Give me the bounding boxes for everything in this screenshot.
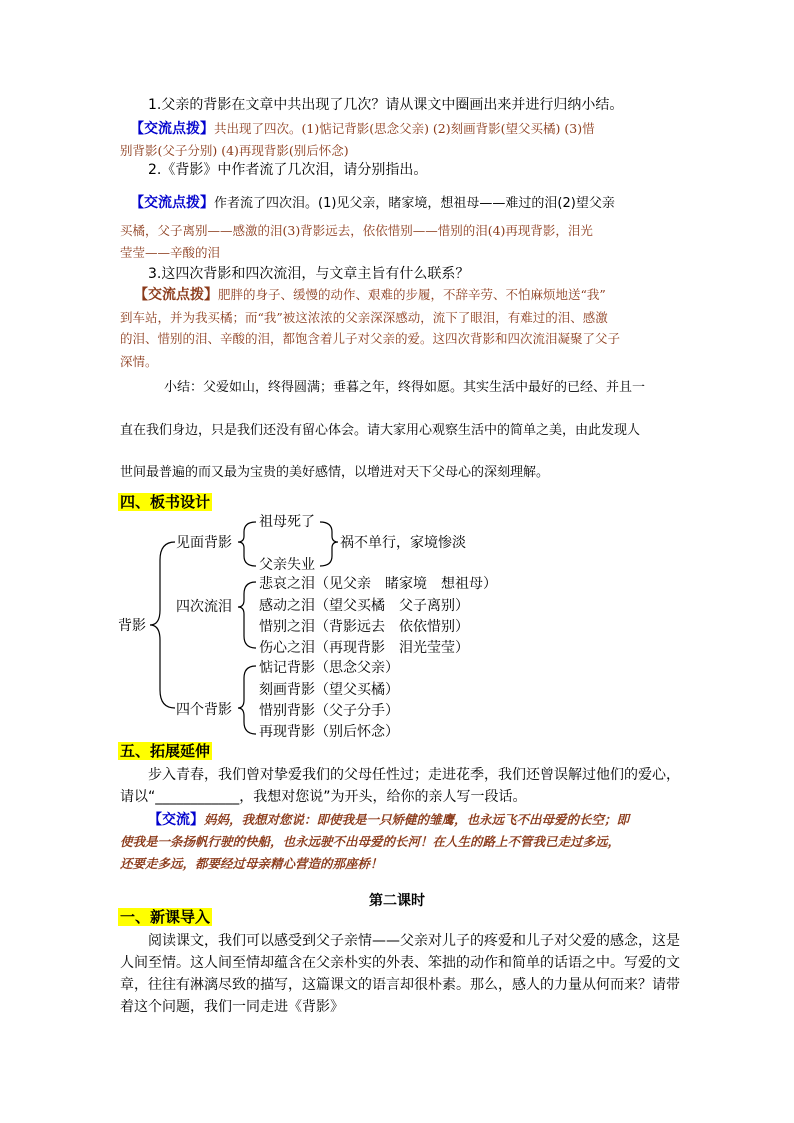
branch2-item-2: 感动之泪（望父买橘 父子离别） — [259, 598, 469, 614]
section5-line1: 步入青春，我们曾对挚爱我们的父母任性过；走进花季，我们还曾误解过他们的爱心， — [148, 767, 680, 783]
section5-line2: 请以“____________，我想对您说”为开头，给你的亲人写一段话。 — [120, 789, 527, 805]
section4-heading: 四、板书设计 — [120, 493, 211, 511]
q3-tag: 【交流点拨】 — [134, 287, 218, 303]
q2-question: 2.《背影》中作者流了几次泪，请分别指出。 — [148, 162, 428, 178]
board-root: 背影 — [118, 618, 146, 634]
q3-answer-line3: 的泪、惜别的泪、辛酸的泪，都饱含着儿子对父亲的爱。这四次背影和四次流泪凝聚了父子 — [120, 331, 621, 346]
lesson2-title: 第二课时 — [369, 893, 425, 909]
branch1-item-1: 祖母死了 — [259, 514, 315, 530]
section5-tag: 【交流】 — [148, 812, 204, 828]
q3-answer-text1: 肥胖的身子、缓慢的动作、艰难的步履，不辞辛劳、不怕麻烦地送“我” — [218, 287, 606, 302]
q2-tag: 【交流点拨】 — [130, 195, 214, 211]
lesson2-line4: 着这个问题，我们一同走进《背影》 — [120, 999, 344, 1015]
branch3-item-2: 刻画背影（望父买橘） — [259, 682, 399, 698]
lesson2-heading: 一、新课导入 — [120, 908, 211, 926]
branch1-close-brace — [320, 522, 338, 566]
q2-answer-line2: 买橘，父子离别——感激的泪(3)背影远去，依依惜别——惜别的泪(4)再现背影，泪光 — [120, 223, 593, 238]
q1-answer-line2: 别背影(父子分别) (4)再现背影(别后怀念) — [120, 143, 349, 158]
branch3-label: 四个背影 — [176, 702, 232, 718]
branch3-item-1: 惦记背影（思念父亲） — [259, 660, 399, 676]
summary-line2: 直在我们身边，只是我们还没有留心体会。请大家用心观察生活中的简单之美，由此发现人 — [120, 423, 641, 438]
branch2-brace — [238, 582, 256, 648]
branch2-label: 四次流泪 — [176, 599, 232, 615]
q3-answer-line4: 深情。 — [120, 354, 158, 369]
branch1-item-2: 父亲失业 — [259, 557, 315, 573]
root-brace — [150, 542, 175, 708]
branch1-label: 见面背影 — [176, 535, 232, 551]
branch3-brace — [238, 666, 256, 734]
branch2-item-1: 悲哀之泪（见父亲 睹家境 想祖母） — [259, 576, 497, 592]
branch2-item-4: 伤心之泪（再现背影 泪光莹莹） — [259, 640, 469, 656]
q3-answer-line2: 到车站，并为我买橘；而“我”被这浓浓的父亲深深感动，流下了眼泪，有难过的泪、感激 — [120, 310, 608, 325]
q2-answer-text1: 作者流了四次泪。(1)见父亲，睹家境，想祖母——难过的泪(2)望父亲 — [214, 196, 615, 211]
branch3-item-3: 惜别背影（父子分手） — [259, 703, 399, 719]
branch1-result: 祸不单行，家境惨淡 — [340, 535, 466, 551]
lesson2-line3: 章，往往有淋漓尽致的描写，这篇课文的语言却很朴素。那么，感人的力量从何而来？请带 — [120, 977, 680, 993]
summary-line1: 小结：父爱如山，终得圆满；垂暮之年，终得如愿。其实生活中最好的已经、并且一 — [164, 380, 646, 395]
branch2-item-3: 惜别之泪（背影远去 依依惜别） — [259, 619, 469, 635]
q1-answer-text1: 共出现了四次。(1)惦记背影(思念父亲) (2)刻画背影(望父买橘) (3)惜 — [214, 121, 595, 136]
q2-answer-line3: 莹莹——辛酸的泪 — [120, 245, 221, 260]
lesson2-line1: 阅读课文，我们可以感受到父子亲情——父亲对儿子的疼爱和儿子对父爱的感念，这是 — [148, 933, 680, 949]
q1-question: 1.父亲的背影在文章中共出现了几次？请从课文中圈画出来并进行归纳小结。 — [148, 97, 624, 113]
summary-line3: 世间最普遍的而又最为宝贵的美好感情，以增进对天下父母心的深刻理解。 — [120, 465, 550, 480]
q1-tag: 【交流点拨】 — [130, 121, 214, 137]
branch1-brace — [238, 522, 256, 566]
section5-answer-line3: 还要走多远，都要经过母亲精心营造的那座桥！ — [120, 856, 383, 871]
section5-answer-text1: 妈妈，我想对您说：即使我是一只矫健的雏鹰，也永远飞不出母爱的长空；即 — [204, 812, 630, 827]
section5-heading: 五、拓展延伸 — [120, 742, 211, 760]
q3-question: 3.这四次背影和四次流泪，与文章主旨有什么联系？ — [148, 266, 470, 282]
branch3-item-4: 再现背影（别后怀念） — [259, 724, 399, 740]
section5-answer-line1 — [148, 812, 629, 829]
lesson2-line2: 人间至情。这人间至情却蕴含在父亲朴实的外表、笨拙的动作和简单的话语之中。写爱的文 — [120, 955, 680, 971]
section5-answer-line2: 使我是一条扬帆行驶的快船，也永远驶不出母爱的长河！在人生的路上不管我已走过多远， — [120, 834, 621, 849]
